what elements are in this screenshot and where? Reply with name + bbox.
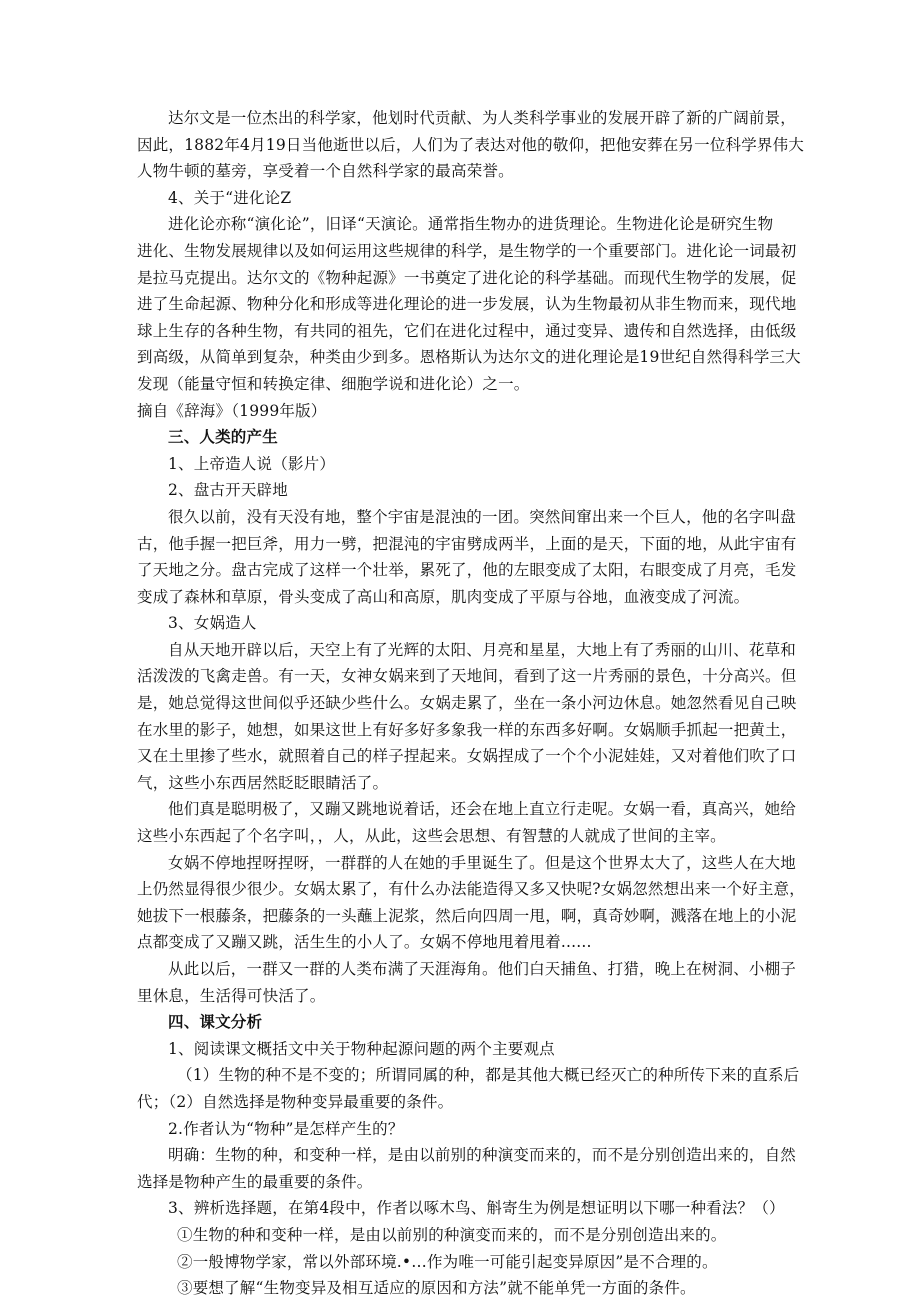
paragraph <box>137 504 797 610</box>
section-heading <box>137 424 787 451</box>
text-line: 是，她总觉得这世间似乎还缺少些什么。女娲走累了，坐在一条小河边休息。她忽然看见自己映 <box>137 694 797 713</box>
text-line: 2.作者认为“物种”是怎样产生的？ <box>168 1119 404 1138</box>
text-line: 气，这些小东西居然眨眨眼睛活了。 <box>137 773 389 792</box>
text-line: 选择是物种产生的最重要的条件。 <box>137 1172 373 1191</box>
text-line: 进了生命起源、物种分化和形成等进化理论的进一步发展，认为生物最初从非生物而来，现代地 <box>137 295 797 314</box>
paragraph <box>137 1249 787 1276</box>
text-line: （1）生物的种不是不变的；所谓同属的种，都是其他大概已经灭亡的种所传下来的直系后 <box>177 1066 800 1085</box>
text-line: 达尔文是一位杰出的科学家，他划时代贡献、为人类科学事业的发展开辟了新的广阔前景， <box>168 109 797 127</box>
text-line: 人物牛顿的墓旁，享受着一个自然科学家的最高荣誉。 <box>137 162 514 181</box>
paragraph <box>137 1195 787 1222</box>
text-line: 1、阅读课文概括文中关于物种起源问题的两个主要观点 <box>168 1039 555 1058</box>
text-line: 自从天地开辟以后，天空上有了光辉的太阳、月亮和星星，大地上有了秀丽的山川、花草和 <box>168 640 797 659</box>
text-line: 进化、生物发展规律以及如何运用这些规律的科学，是生物学的一个重要部门。进化论一词最初 <box>137 241 797 260</box>
text-line: 从此以后，一群又一群的人类布满了天涯海角。他们白天捕鱼、打猎，晚上在树洞、小棚子 <box>168 960 797 978</box>
text-line: 明确：生物的种，和变种一样，是由以前别的种演变而来的，而不是分别创造出来的，自然 <box>168 1146 797 1165</box>
paragraph <box>137 1222 787 1249</box>
text-line: 三、人类的产生 <box>168 427 278 447</box>
document-page <box>137 105 805 1302</box>
text-line: 她拔下一根藤条，把藤条的一头蘸上泥浆，然后向四周一甩，啊，真奇妙啊，溅落在地上的小泥 <box>137 906 797 925</box>
text-line: ③要想了解“生物变异及相互适应的原因和方法”就不能单凭一方面的条件。 <box>177 1279 696 1298</box>
paragraph <box>137 451 787 478</box>
text-line: 很久以前，没有天没有地，整个宇宙是混浊的一团。突然间窜出来一个巨人，他的名字叫盘 <box>168 507 797 526</box>
text-line: 球上生存的各种生物，有共同的祖先，它们在进化过程中，通过变异、遗传和自然选择，由低级 <box>137 321 797 340</box>
section-heading <box>137 1009 787 1036</box>
text-line: 四、课文分析 <box>168 1012 263 1032</box>
text-line: 代；（2）自然选择是物种变异最重要的条件。 <box>137 1092 454 1111</box>
paragraph <box>137 398 787 425</box>
paragraph <box>137 211 801 397</box>
text-line: 进化论亦称“演化论”，旧译“天演论。通常指生物办的进货理论。生物进化论是研究生物 <box>168 215 774 234</box>
text-line: 4、关于“进化论Z <box>168 188 292 207</box>
text-line: 到高级，从简单到复杂，种类由少到多。恩格斯认为达尔文的进化理论是19世纪自然得科学三大 <box>137 348 801 367</box>
text-line: 上仍然显得很少很少。女娲太累了，有什么办法能造得又多又快呢?女娲忽然想出来一个好主意， <box>137 880 805 899</box>
text-line: 1、上帝造人说（影片） <box>168 454 336 473</box>
text-line: 古，他手握一把巨斧，用力一劈，把混沌的宇宙劈成两半，上面的是天，下面的地，从此宇宙有 <box>137 534 797 553</box>
paragraph <box>137 1142 797 1195</box>
text-line: 女娲不停地捏呀捏呀，一群群的人在她的手里诞生了。但是这个世界太大了，这些人在大地 <box>168 853 797 872</box>
text-line: 变成了森林和草原，骨头变成了高山和高原，肌肉变成了平原与谷地，血液变成了河流。 <box>137 587 750 606</box>
text-line: 3、女娲造人 <box>168 614 257 633</box>
paragraph <box>137 185 787 212</box>
paragraph <box>137 1116 787 1143</box>
text-line: 又在土里掺了些水，就照着自己的样子捏起来。女娲捏成了一个个小泥娃娃，又对着他们吹了口 <box>137 747 797 766</box>
text-line: 活泼泼的飞禽走兽。有一天，女神女娲来到了天地间，看到了这一片秀丽的景色，十分高兴。但 <box>137 667 797 686</box>
text-line: ②一般博物学家，常以外部环境.•…作为唯一可能引起变异原因”是不合理的。 <box>177 1252 718 1271</box>
text-line: 他们真是聪明极了，又蹦又跳地说着话，还会在地上直立行走呢。女娲一看，真高兴，她给 <box>168 800 797 819</box>
paragraph <box>137 1089 787 1116</box>
text-line: ①生物的种和变种一样，是由以前别的种演变而来的，而不是分别创造出来的。 <box>177 1225 727 1244</box>
paragraph <box>137 477 787 504</box>
paragraph <box>137 1275 787 1302</box>
paragraph <box>137 850 805 956</box>
text-line: 摘自《辞海》（1999年版） <box>137 401 327 420</box>
paragraph <box>137 796 797 849</box>
text-line: 发现（能量守恒和转换定律、细胞学说和进化论）之一。 <box>137 374 530 393</box>
paragraph <box>137 956 797 1009</box>
text-line: 这些小东西起了个名字叫，，人，从此，这些会思想、有智慧的人就成了世间的主宰。 <box>137 827 726 846</box>
text-line: 在水里的影子，她想，如果这世上有好多好多象我一样的东西多好啊。女娲顺手抓起一把黄土， <box>137 720 797 739</box>
paragraph <box>137 610 787 637</box>
text-line: 点都变成了又蹦又跳，活生生的小人了。女娲不停地甩着甩着...... <box>137 933 592 952</box>
text-line: 因此，1882年4月19日当他逝世以后，人们为了表达对他的敬仰，把他安葬在另一位科学界伟大 <box>137 135 805 154</box>
paragraph <box>137 1062 800 1089</box>
text-line: 里休息，生活得可快活了。 <box>137 986 326 1005</box>
text-line: 3、辨析选择题，在第4段中，作者以啄木鸟、斛寄生为例是想证明以下哪一种看法？（） <box>168 1199 785 1218</box>
paragraph <box>137 637 797 797</box>
text-line: 2、盘古开天辟地 <box>168 481 288 500</box>
text-line: 是拉马克提出。达尔文的《物种起源》一书奠定了进化论的科学基础。而现代生物学的发展，促 <box>137 268 797 287</box>
text-line: 了天地之分。盘古完成了这样一个壮举，累死了，他的左眼变成了太阳，右眼变成了月亮，毛发 <box>137 561 797 580</box>
paragraph <box>137 105 805 185</box>
paragraph <box>137 1036 787 1063</box>
